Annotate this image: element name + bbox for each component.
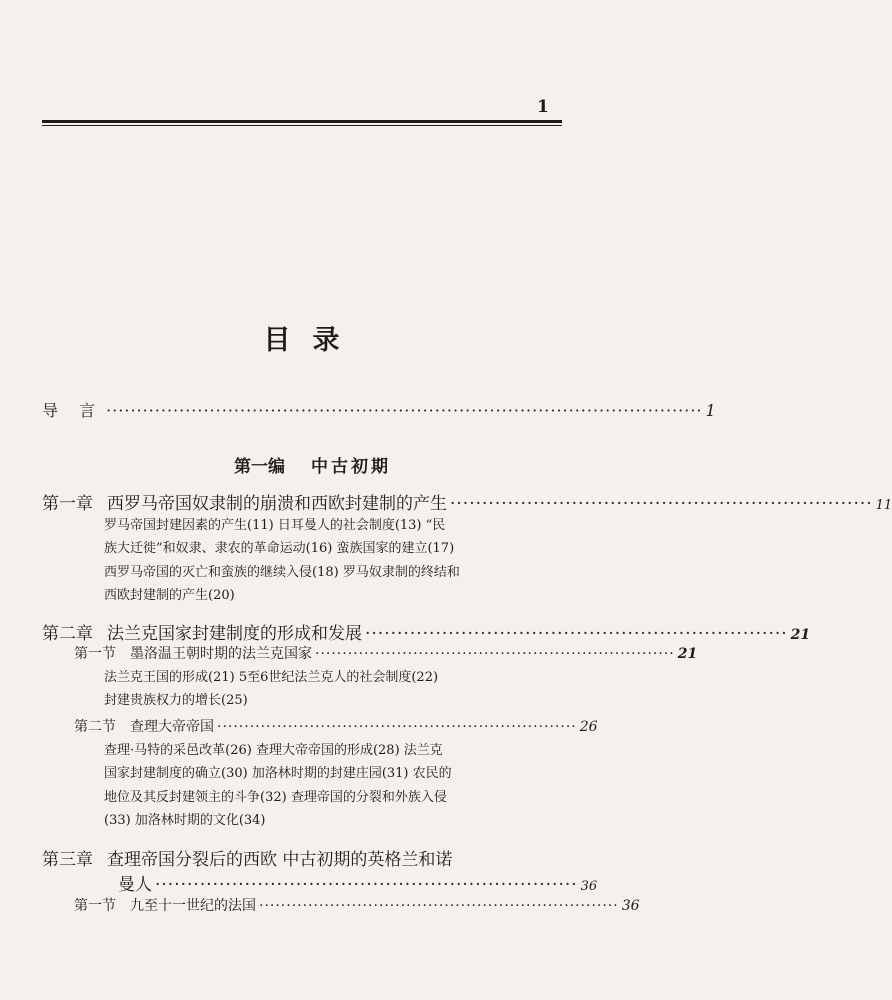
page-number: 1	[537, 97, 549, 117]
section-title: 九至十一世纪的法国	[130, 898, 256, 914]
part-label: 第一编	[234, 457, 286, 477]
chapter-label: 第三章	[42, 850, 93, 870]
subtopic-line: 罗马帝国封建因素的产生(11) 日耳曼人的社会制度(13) “民	[104, 518, 446, 533]
subtopic-line: 封建贵族权力的增长(25)	[104, 693, 248, 708]
section-label: 第二节	[74, 719, 116, 735]
toc-entry-chapter-2[interactable]	[42, 619, 811, 644]
leader-dots: ··································································	[315, 646, 675, 662]
chapter-label: 第一章	[42, 494, 93, 514]
toc-entry-page: 1	[705, 401, 716, 420]
section-page: 21	[677, 646, 698, 662]
header-rule-thick	[42, 120, 562, 123]
page-title: 目录	[263, 325, 362, 356]
subtopic-line: 国家封建制度的确立(30) 加洛林时期的封建庄园(31) 农民的	[104, 766, 452, 781]
chapter-page: 11	[875, 498, 892, 513]
section-title: 墨洛温王朝时期的法兰克国家	[130, 646, 312, 662]
section-page: 26	[579, 719, 598, 735]
subtopic-line: 西欧封建制的产生(20)	[104, 588, 235, 603]
subtopic-line: (33) 加洛林时期的文化(34)	[104, 813, 266, 828]
toc-entry-section-2-2[interactable]	[74, 716, 598, 736]
leader-dots: ··································································	[217, 719, 577, 735]
section-label: 第一节	[74, 898, 116, 914]
toc-entry-chapter-1[interactable]	[42, 489, 892, 514]
chapter-title-line-2: 曼人	[118, 875, 152, 895]
subtopic-line: 法兰克王国的形成(21) 5至6世纪法兰克人的社会制度(22)	[104, 670, 439, 685]
part-title: 中古初期	[310, 457, 391, 477]
leader-dots: ··································································	[155, 875, 578, 895]
header-rule-thin	[42, 125, 562, 126]
toc-entry-chapter-3[interactable]	[42, 845, 562, 870]
chapter-title: 法兰克国家封建制度的形成和发展	[107, 624, 362, 644]
leader-dots: ··································································	[450, 494, 873, 514]
subtopic-line: 族大迁徙”和奴隶、隶农的革命运动(16) 蛮族国家的建立(17)	[104, 541, 455, 556]
chapter-label: 第二章	[42, 624, 93, 644]
subtopic-line: 西罗马帝国的灭亡和蛮族的继续入侵(18) 罗马奴隶制的终结和	[104, 565, 460, 580]
section-page: 36	[621, 898, 640, 914]
toc-entry-label: 导 言	[42, 401, 104, 420]
chapter-title: 西罗马帝国奴隶制的崩溃和西欧封建制的产生	[107, 494, 447, 514]
chapter-page: 36	[580, 879, 598, 894]
leader-dots: ··································································	[365, 624, 788, 644]
leader-dots: ··································································	[259, 898, 619, 914]
chapter-title-line-1: 查理帝国分裂后的西欧 中古初期的英格兰和诺	[107, 850, 453, 870]
part-heading	[0, 452, 625, 477]
toc-entry-section-2-1[interactable]	[74, 643, 698, 663]
subtopic-line: 地位及其反封建领主的斗争(32) 查理帝国的分裂和外族入侵	[104, 790, 447, 805]
toc-entry-intro[interactable]	[42, 398, 716, 421]
section-label: 第一节	[74, 646, 116, 662]
leader-dots: ··································································································	[106, 401, 703, 420]
toc-entry-chapter-3-cont[interactable]	[118, 870, 598, 895]
subtopic-line: 查理·马特的采邑改革(26) 查理大帝帝国的形成(28) 法兰克	[104, 743, 443, 758]
toc-entry-section-3-1[interactable]	[74, 895, 640, 915]
chapter-page: 21	[790, 627, 811, 643]
section-title: 查理大帝帝国	[130, 719, 214, 735]
